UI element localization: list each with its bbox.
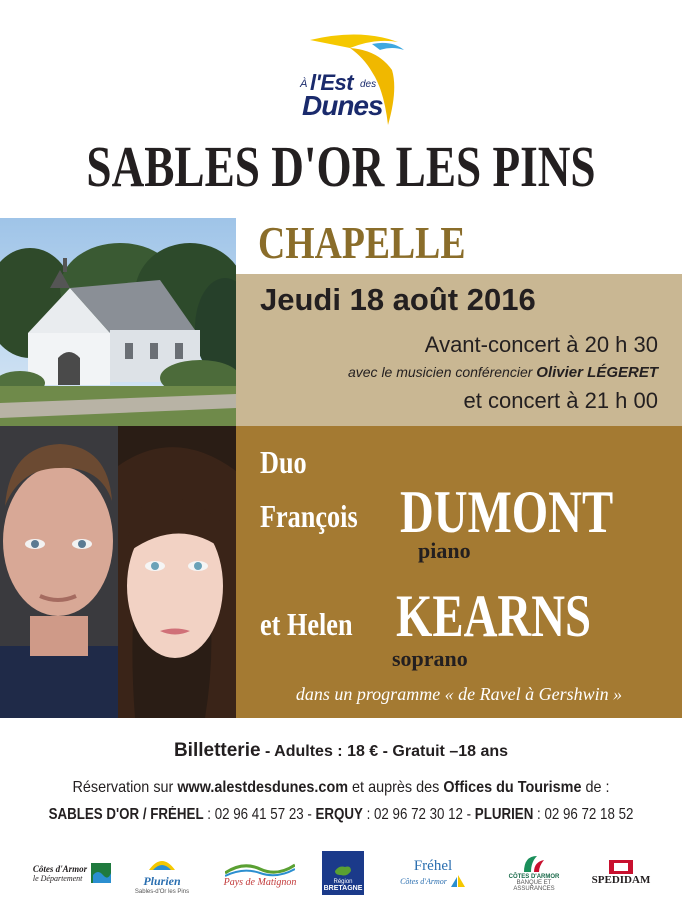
ca-line-2: BANQUE ET ASSURANCES	[513, 880, 555, 892]
cotes-title: Côtes d'Armor	[32, 863, 88, 874]
artists-band	[236, 426, 682, 718]
frehel-name: Fréhel	[413, 857, 453, 874]
event-info-band	[236, 274, 682, 426]
matignon-wave-icon	[225, 859, 295, 877]
plurien-sub: Sables-d'Or les Pins	[134, 888, 190, 895]
programme-line: dans un programme « de Ravel à Gershwin »	[295, 684, 623, 704]
phone-place: SABLES D'OR / FRÉHEL	[48, 806, 204, 823]
spedidam-name: SPEDIDAM	[591, 874, 651, 886]
region-bretagne-logo	[320, 848, 366, 898]
matignon-logo	[216, 848, 304, 898]
reservation-offices: Offices du Tourisme	[443, 779, 582, 796]
frehel-logo	[392, 848, 474, 898]
artist-2-last-name: KEARNS	[396, 583, 592, 649]
cotes-wave-icon	[91, 863, 111, 883]
ticket-label: Billetterie	[173, 740, 261, 761]
event-date: Jeudi 18 août 2016	[260, 282, 536, 317]
phone-number: : 02 96 72 30 12 -	[362, 806, 475, 823]
chapel-photo	[0, 218, 236, 426]
phone-place: ERQUY	[315, 806, 363, 823]
cotes-darmor-logo	[32, 848, 112, 898]
cotes-sub: le Département	[32, 873, 83, 883]
logo-text-est: l'Est	[310, 70, 354, 95]
bretagne-map-icon	[333, 863, 353, 879]
venue-title: CHAPELLE	[258, 217, 466, 268]
speaker-name: Olivier LÉGERET	[536, 364, 658, 381]
phone-line	[48, 806, 635, 824]
reservation-suffix: de :	[585, 779, 610, 796]
ca-line-1: CÔTES D'ARMOR	[508, 874, 560, 880]
alestdesdunes-logo	[280, 30, 410, 130]
reservation-line	[34, 779, 648, 797]
frehel-sail-icon	[450, 875, 466, 889]
phone-number: : 02 96 72 18 52	[533, 806, 634, 823]
credit-agricole-icon	[521, 854, 547, 874]
concert-time: et concert à 21 h 00	[463, 388, 658, 413]
phone-number: : 02 96 41 57 23 -	[203, 806, 316, 823]
speaker-prefix: avec le musicien conférencier	[347, 364, 533, 380]
artist-1-first-name: François	[260, 498, 358, 534]
ticket-line	[0, 740, 682, 762]
logo-text-des: des	[360, 79, 377, 90]
phone-place: PLURIEN	[474, 806, 534, 823]
ticket-separator: -	[260, 743, 275, 760]
speaker-line	[348, 364, 658, 381]
bretagne-line-1: Région	[333, 879, 353, 885]
plurien-name: Plurien	[143, 873, 181, 888]
artist-1-last-name: DUMONT	[400, 479, 614, 545]
frehel-sub: Côtes d'Armor	[400, 877, 447, 886]
sponsor-logos	[20, 848, 660, 898]
reservation-middle: et auprès des	[352, 779, 440, 796]
artist-portraits-photo	[0, 426, 236, 718]
bretagne-line-2: BRETAGNE	[323, 885, 363, 892]
page-title: SABLES D'OR LES PINS	[86, 134, 596, 199]
spedidam-logo	[582, 848, 660, 898]
artist-2-instrument: soprano	[392, 646, 468, 671]
pre-concert-time: Avant-concert à 20 h 30	[424, 332, 658, 357]
credit-agricole-logo	[502, 848, 566, 898]
plurien-logo	[130, 848, 194, 898]
spedidam-icon	[609, 860, 633, 874]
artist-1-instrument: piano	[418, 538, 471, 563]
artist-2-first-name: et Helen	[260, 606, 353, 642]
logo-text-a: À	[300, 78, 308, 90]
logo-text-dunes: Dunes	[302, 90, 383, 121]
plurien-icon	[147, 852, 177, 874]
reservation-prefix: Réservation sur	[72, 779, 174, 796]
matignon-name: Pays de Matignon	[223, 876, 297, 888]
reservation-website-link[interactable]: www.alestdesdunes.com	[177, 779, 349, 796]
ticket-prices: Adultes : 18 € - Gratuit –18 ans	[274, 743, 509, 760]
duo-label: Duo	[260, 444, 307, 480]
